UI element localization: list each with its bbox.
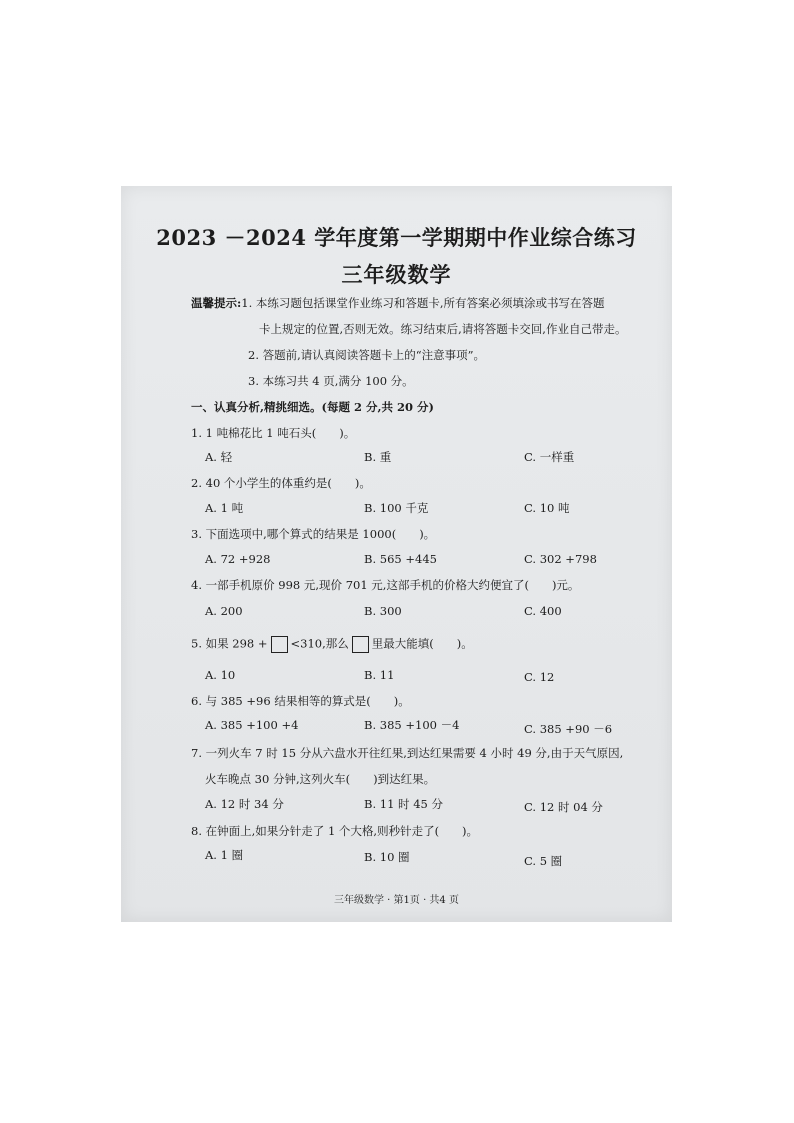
- option-b: B. 10 圈: [364, 850, 410, 864]
- question-stem-part: 里最大能填( )。: [371, 636, 473, 651]
- option-b: B. 100 千克: [364, 501, 429, 515]
- tips-line-1: [191, 296, 605, 310]
- question-stem: 4. 一部手机原价 998 元,现价 701 元,这部手机的价格大约便宜了( )元。: [191, 578, 580, 592]
- option-c: C. 400: [524, 604, 562, 618]
- tips-line-2: 2. 答题前,请认真阅读答题卡上的“注意事项”。: [248, 348, 486, 362]
- option-a: A. 72 +928: [205, 552, 271, 566]
- page-footer: 三年级数学 · 第1页 · 共4 页: [334, 895, 459, 906]
- option-c: C. 12 时 04 分: [524, 800, 603, 814]
- option-a: A. 1 圈: [205, 848, 244, 862]
- question-stem: 1. 1 吨棉花比 1 吨石头( )。: [191, 426, 356, 440]
- section-heading: 一、认真分析,精挑细选。(每题 2 分,共 20 分): [191, 400, 434, 414]
- question-stem: 6. 与 385 +96 结果相等的算式是( )。: [191, 694, 410, 708]
- option-a: A. 200: [205, 604, 243, 618]
- page-title: 2023 －2024 学年度第一学期期中作业综合练习: [156, 225, 637, 250]
- question-stem-part: <310,那么: [290, 636, 349, 651]
- question-stem: 3. 下面选项中,哪个算式的结果是 1000( )。: [191, 527, 436, 541]
- option-c: C. 385 +90 －6: [524, 722, 613, 736]
- answer-box: [271, 636, 288, 653]
- option-a: A. 10: [205, 668, 236, 682]
- option-a: A. 轻: [205, 450, 233, 464]
- question-stem: 2. 40 个小学生的体重约是( )。: [191, 476, 371, 490]
- tips-line-1b: 卡上规定的位置,否则无效。练习结束后,请将答题卡交回,作业自己带走。: [259, 322, 627, 336]
- option-b: B. 565 +445: [364, 552, 437, 566]
- option-b: B. 11 时 45 分: [364, 797, 443, 811]
- option-c: C. 10 吨: [524, 501, 570, 515]
- option-b: B. 11: [364, 668, 395, 682]
- option-b: B. 重: [364, 450, 392, 464]
- exam-paper: [121, 186, 672, 922]
- option-b: B. 300: [364, 604, 402, 618]
- option-b: B. 385 +100 －4: [364, 718, 460, 732]
- option-c: C. 一样重: [524, 450, 575, 464]
- question-stem-part: 5. 如果 298 +: [191, 636, 268, 651]
- tips-text-1: 1. 本练习题包括课堂作业练习和答题卡,所有答案必须填涂或书写在答题: [241, 296, 605, 310]
- question-stem: 7. 一列火车 7 时 15 分从六盘水开往红果,到达红果需要 4 小时 49 分,由于天气原因,: [191, 746, 624, 760]
- page-subtitle: 三年级数学: [341, 262, 452, 287]
- option-a: A. 1 吨: [205, 501, 244, 515]
- answer-box: [352, 636, 369, 653]
- question-stem-line-2: 火车晚点 30 分钟,这列火车( )到达红果。: [205, 772, 436, 786]
- tips-label: 温馨提示:: [191, 296, 242, 310]
- tips-line-3: 3. 本练习共 4 页,满分 100 分。: [248, 374, 414, 388]
- question-stem: 8. 在钟面上,如果分针走了 1 个大格,则秒针走了( )。: [191, 824, 479, 838]
- option-c: C. 302 +798: [524, 552, 597, 566]
- option-a: A. 12 时 34 分: [205, 797, 284, 811]
- option-c: C. 5 圈: [524, 854, 563, 868]
- option-a: A. 385 +100 +4: [205, 718, 299, 732]
- option-c: C. 12: [524, 670, 555, 684]
- question-stem: [191, 636, 473, 653]
